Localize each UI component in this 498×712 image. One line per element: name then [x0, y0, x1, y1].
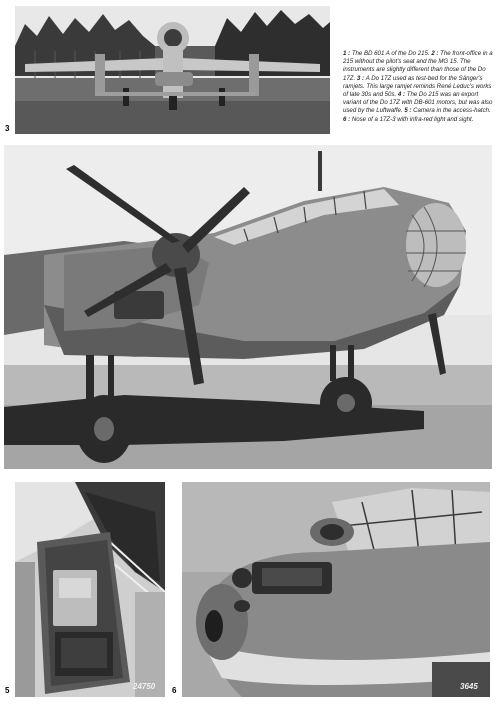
- photo-camera-hatch-image: [15, 482, 165, 697]
- photo-ramjet-testbed: [5, 6, 330, 134]
- photo-ramjet-testbed-image: [15, 6, 330, 134]
- photo-nose-17z3-image: [182, 482, 490, 697]
- caption-item-5: 5 : Camera in the access-hatch.: [404, 107, 491, 115]
- caption-item-2: 2 : The front-office in a 215 without the pilot's seat and the MG 15. The instruments are slightly different than those of the Do 17Z.: [343, 50, 493, 82]
- photo-number: 6: [172, 686, 177, 695]
- photo-camera-hatch: [5, 482, 165, 697]
- caption-item-1: 1 : The BD 601 A of the Do 215.: [343, 50, 430, 57]
- photo-number: 3: [5, 124, 10, 133]
- photo-do215-main: [4, 145, 492, 469]
- serial-number: 3645: [460, 682, 478, 691]
- caption-item-4: 4 : The Do 215 was an export variant of the Do 17Z with DB-601 motors, but was also used by the Luftwaffe.: [343, 91, 493, 115]
- caption-item-3: 3 : A Do 17Z used as test-bed for the Sänger's ramjets. This large ramjet reminds René Leduc's works of late 30s and 50s.: [343, 74, 492, 99]
- photo-nose-17z3: [172, 482, 490, 697]
- caption-block: [343, 50, 495, 124]
- photo-number: 5: [5, 686, 10, 695]
- serial-number: 24750: [133, 682, 156, 691]
- caption-item-6: 6 : Nose of a 17Z-3 with infra-red light and sight.: [343, 115, 474, 123]
- photo-do215-main-image: [4, 145, 492, 469]
